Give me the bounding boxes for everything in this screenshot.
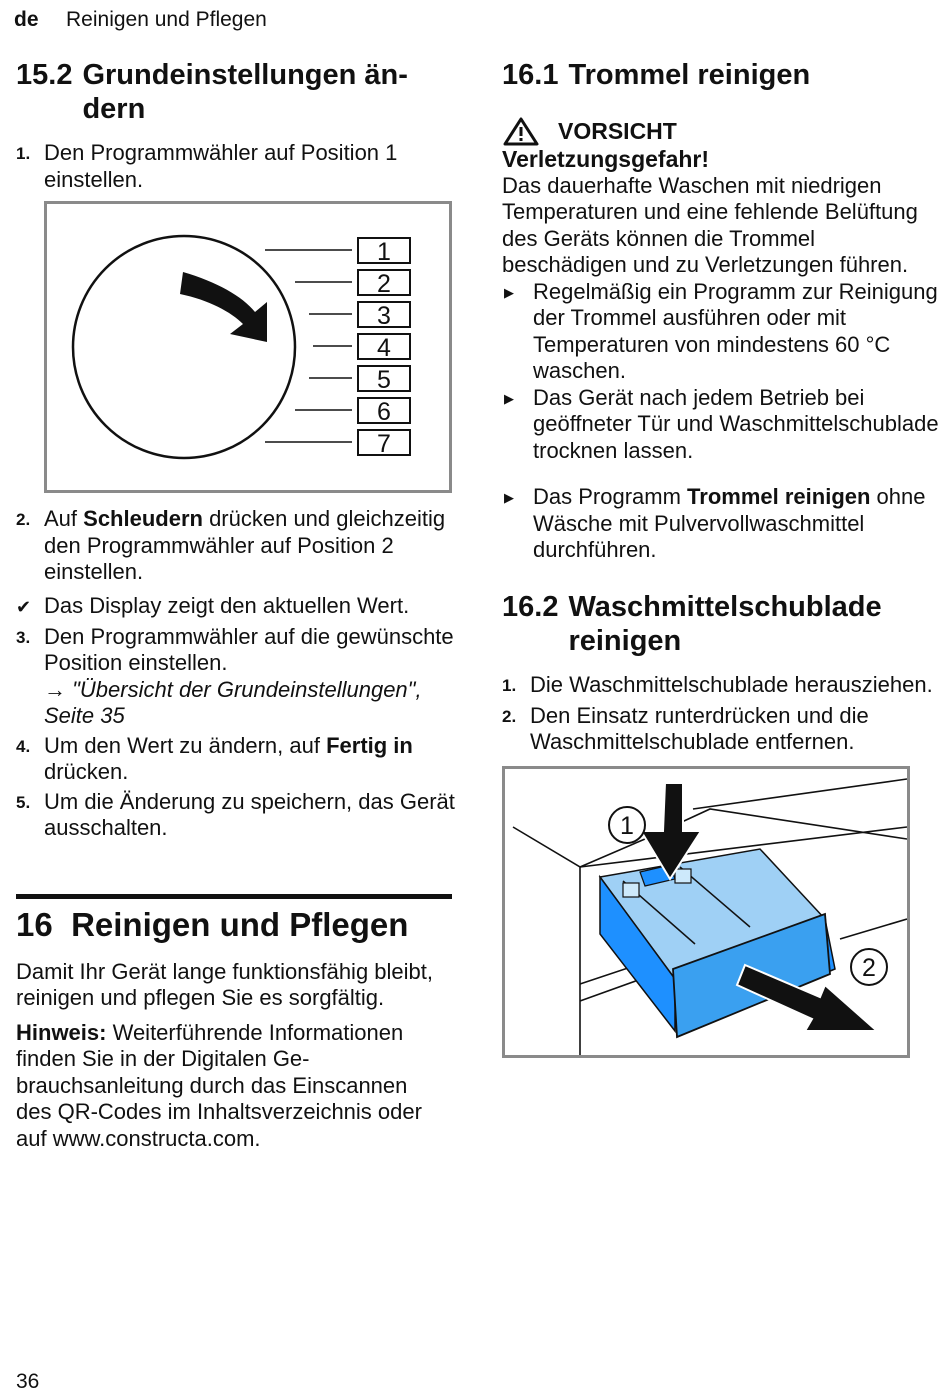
callout-2: 2 [862, 953, 876, 982]
note-paragraph: Hinweis: Weiterführende Informationen finden Sie in der Digitalen Gebrauchsanleitung durch das Einscannen des QR-Codes im Inhaltsverzeichnis oder auf www.constructa.com. [16, 1019, 422, 1151]
note-label: Hinweis: [16, 1019, 107, 1045]
section-title: Grundeinstellungen ändern [82, 59, 408, 125]
step-4 [16, 733, 456, 786]
step-text: Den Einsatz runterdrücken und die Waschmittelschublade entfernen. [530, 702, 869, 754]
bullet-item: ▶ Das Gerät nach jedem Betrieb bei geöffneter Tür und Waschmittelschublade trocknen lassen. [504, 384, 939, 463]
section-title: Waschmittelschublade reinigen [568, 590, 882, 657]
step-result [16, 593, 456, 621]
section-15-2-heading [16, 58, 456, 126]
caution-subtitle: Verletzungsgefahr! [502, 146, 710, 172]
dial-position-label: 1 [377, 238, 391, 266]
detergent-drawer-illustration [505, 769, 907, 1055]
detergent-drawer-figure [502, 766, 910, 1058]
step-text: Um den Wert zu ändern, auf Fertig in drücken. [44, 732, 413, 784]
rotate-arrow-icon [180, 272, 267, 342]
left-column [16, 58, 456, 1152]
dial-position-label: 4 [377, 334, 391, 362]
chapter-number: 16 [16, 905, 53, 943]
chapter-16-heading [16, 905, 456, 945]
page-number: 36 [16, 1370, 40, 1393]
section-number: 16.1 [502, 59, 559, 91]
dial-position-label: 2 [377, 270, 391, 298]
section-16-1-heading [502, 58, 942, 92]
section-number: 16.2 [502, 590, 559, 623]
dial-position-label: 3 [377, 302, 391, 330]
step-text: Den Programmwähler auf Position 1 einstellen. [44, 140, 398, 192]
bullet-icon: ▶ [504, 284, 514, 300]
step-1 [16, 140, 456, 193]
step-text: Auf Schleudern drücken und gleichzeitig den Programmwähler auf Position 2 einstellen. [44, 506, 446, 584]
program-dial-illustration [47, 204, 449, 490]
section-number: 15.2 [16, 59, 73, 91]
check-icon: ✔ [16, 596, 32, 617]
bullet-icon: ▶ [504, 490, 514, 505]
step-3 [16, 624, 456, 730]
section-16-2-heading [502, 590, 942, 658]
dial-position-label: 5 [377, 366, 391, 394]
chapter-title: Reinigen und Pflegen [71, 905, 409, 943]
bullet-item: ▶ Regelmäßig ein Programm zur Reinigung der Trommel ausführen oder mit Temperaturen von mindestens 60 °C waschen. [504, 278, 938, 383]
step-1 [502, 672, 942, 700]
bullet-item: ▶ Das Programm Trommel reinigen ohne Wäsche mit Pulvervollwaschmittel durchführen. [504, 484, 926, 562]
warning-triangle-icon [502, 116, 540, 146]
step-number: 1. [16, 144, 31, 163]
step-number: 2. [16, 510, 31, 529]
step-5 [16, 789, 456, 842]
program-dial-figure [44, 201, 452, 493]
callout-1: 1 [620, 811, 634, 840]
step-text: Die Waschmittelschublade herausziehen. [530, 671, 933, 697]
dial-position-label: 7 [377, 430, 391, 458]
bullet-icon: ▶ [504, 390, 514, 406]
step-number: 4. [16, 736, 31, 756]
caution-text: Das dauerhafte Waschen mit niedrigen Temperaturen und eine fehlende Belüftung des Geräts können die Trommel beschädigen und zu Verletzungen führen. [502, 172, 918, 277]
chapter-rule [16, 894, 452, 899]
section-title: Trommel reinigen [568, 59, 811, 91]
dial-position-label: 6 [377, 398, 391, 426]
cross-reference-link[interactable]: → "Übersicht der Grundeinstellungen", Seite 35 [44, 676, 422, 728]
header-title: Reinigen und Pflegen [66, 8, 267, 31]
caution-label: VORSICHT [502, 116, 942, 146]
step-text: Um die Änderung zu speichern, das Gerät ausschalten. [44, 788, 455, 840]
step-2 [16, 506, 456, 586]
result-text: Das Display zeigt den aktuellen Wert. [44, 592, 410, 618]
dial-circle [73, 236, 295, 458]
chapter-intro: Damit Ihr Gerät lange funktionsfähig bleibt, reinigen und pflegen Sie es sorgfältig. [16, 958, 434, 1010]
step-number: 5. [16, 792, 31, 812]
header-language: de [14, 8, 39, 31]
right-column [502, 58, 942, 1058]
step-number: 2. [502, 706, 517, 726]
step-number: 1. [502, 675, 517, 695]
step-text: Den Programmwähler auf die gewünschte Position einstellen. [44, 623, 454, 675]
step-number: 3. [16, 627, 31, 647]
step-2 [502, 703, 942, 756]
